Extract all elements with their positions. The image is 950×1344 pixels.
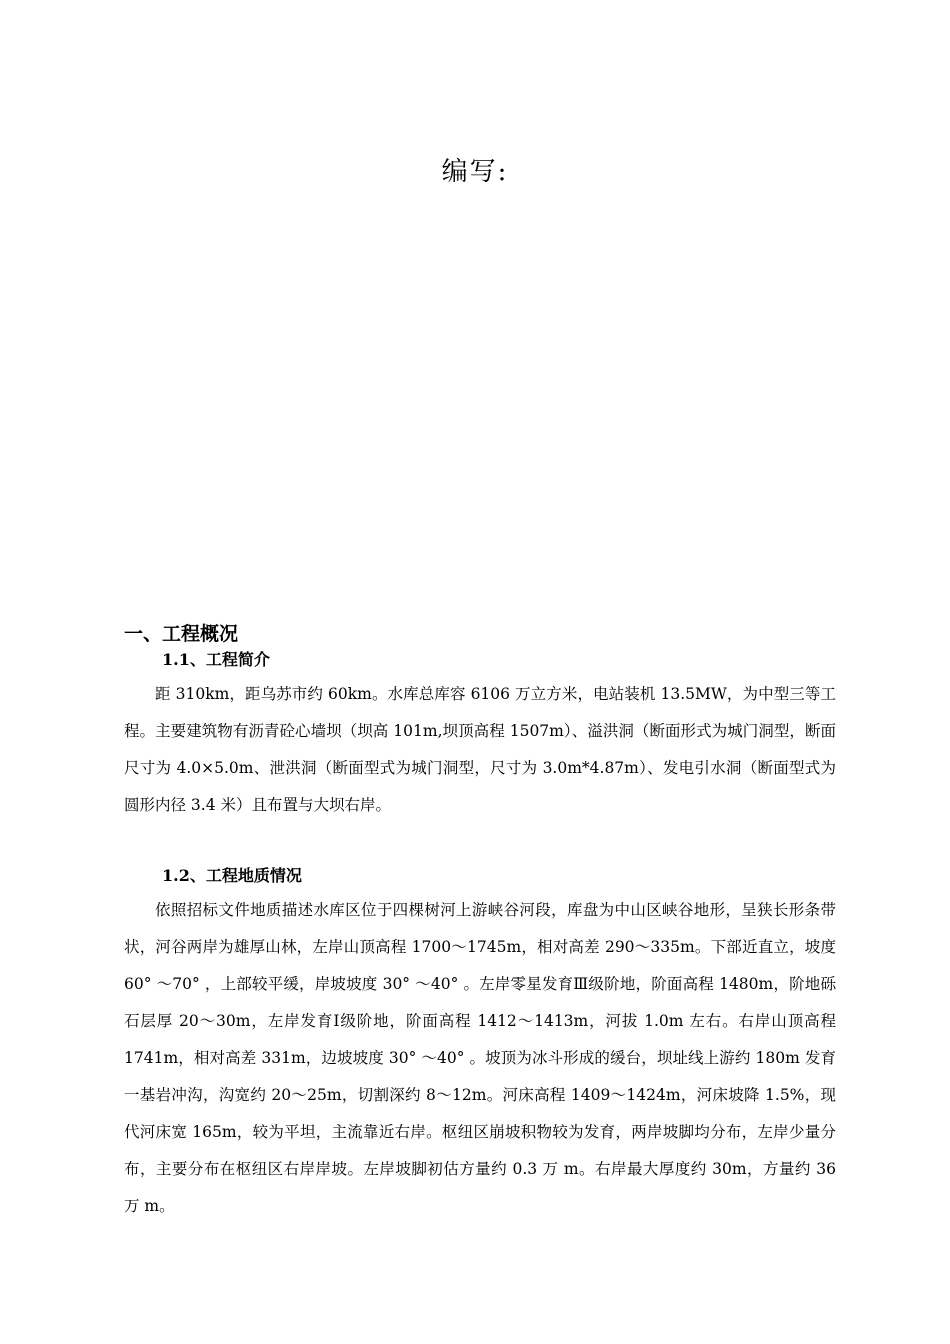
section-heading-project-overview: 一、工程概况 (124, 623, 239, 645)
subsection-heading-project-intro: 1.1、工程简介 (162, 650, 270, 669)
paragraph-geology: 依照招标文件地质描述水库区位于四棵树河上游峡谷河段，库盘为中山区峡谷地形，呈狭长形条带状，河谷两岸为雄厚山林，左岸山顶高程 1700～1745m，相对高差 290～335m。下部近直立，坡度 60° ～70° ，上部较平缓，岸坡坡度 30° ～40° 。左岸零星发育Ⅲ级阶地，阶面高程 1480m，阶地砾石层厚 20～30m，左岸发育Ⅰ级阶地，阶面高程 1412～1413m，河拔 1.0m 左右。右岸山顶高程 1741m，相对高差 331m，边坡坡度 30° ～40° 。坡顶为冰斗形成的缓台，坝址线上游约 180m 发育一基岩冲沟，沟宽约 20～25m，切割深约 8～12m。河床高程 1409～1424m，河床坡降 1.5%，现代河床宽 165m，较为平坦，主流靠近右岸。枢纽区崩坡积物较为发育，两岸坡脚均分布，左岸少量分布，主要分布在枢纽区右岸岸坡。左岸坡脚初估方量约 0.3 万 m。右岸最大厚度约 30m，方量约 36 万 m。 (124, 901, 836, 1215)
author-heading: 编写: (441, 157, 509, 187)
paragraph-project-intro: 距 310km，距乌苏市约 60km。水库总库容 6106 万立方米，电站装机 13.5MW，为中型三等工程。主要建筑物有沥青砼心墙坝（坝高 101m,坝顶高程 1507m）、溢洪洞（断面形式为城门洞型，断面尺寸为 4.0×5.0m、泄洪洞（断面型式为城门洞型，尺寸为 3.0m*4.87m）、发电引水洞（断面型式为圆形内径 3.4 米）且布置与大坝右岸。 (124, 685, 836, 814)
subsection-heading-geology: 1.2、工程地质情况 (162, 866, 302, 885)
